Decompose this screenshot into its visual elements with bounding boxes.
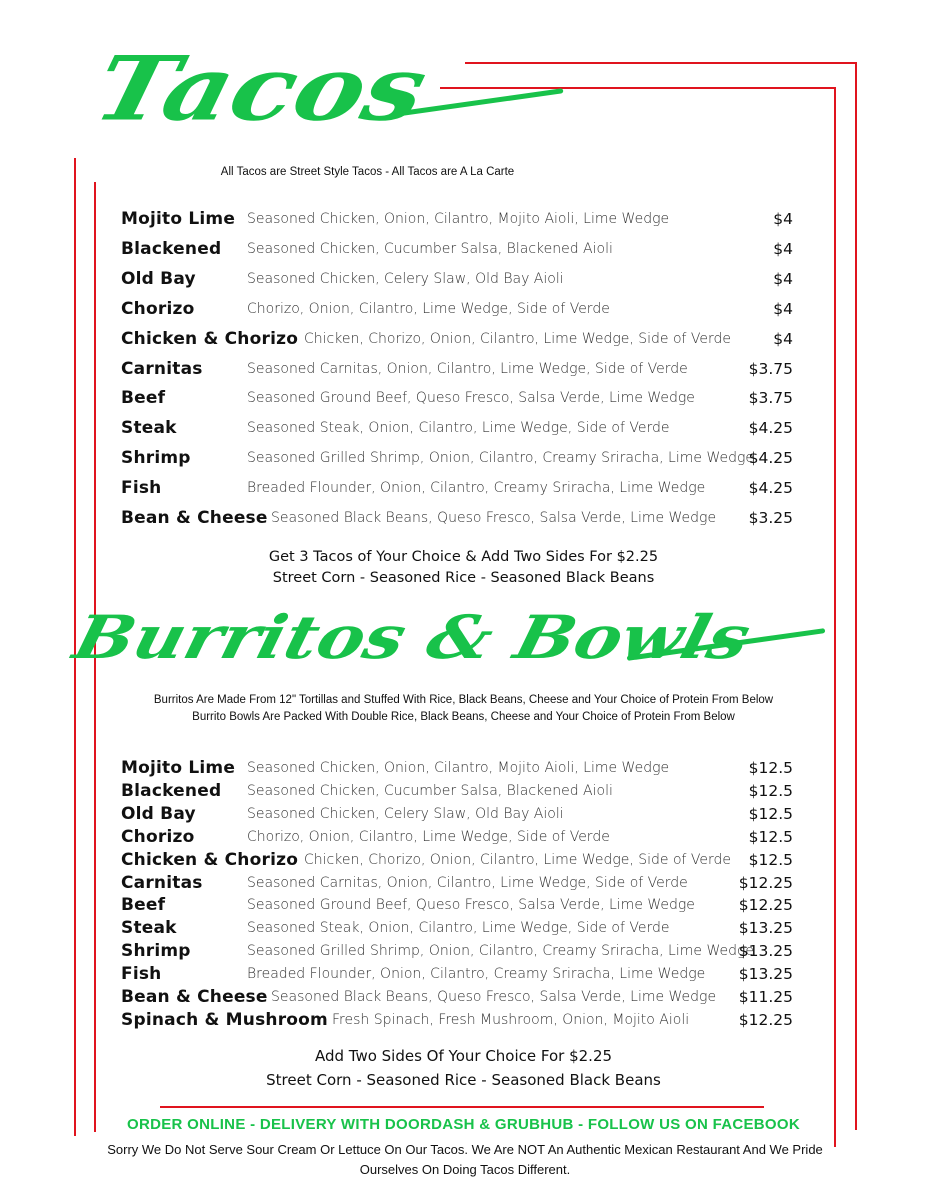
frame-right-outer-line xyxy=(855,62,857,1130)
item-name: Bean & Cheese xyxy=(121,987,268,1007)
item-name: Steak xyxy=(121,418,177,439)
item-name: Shrimp xyxy=(121,448,191,469)
item-price: $13.25 xyxy=(738,965,793,984)
item-name: Steak xyxy=(121,918,177,939)
item-price: $11.25 xyxy=(738,988,793,1006)
menu-row xyxy=(121,781,793,803)
menu-row xyxy=(121,508,793,530)
item-name: Mojito Lime xyxy=(121,209,236,229)
item-price: $4 xyxy=(773,239,793,258)
menu-row xyxy=(121,1010,793,1032)
item-price: $12.5 xyxy=(748,850,793,869)
item-name: Beef xyxy=(121,895,166,916)
item-description: Chorizo, Onion, Cilantro, Lime Wedge, Side of Verde xyxy=(247,828,610,845)
burritos-heading-text: Burritos & Bowls xyxy=(66,602,758,673)
menu-row xyxy=(121,804,793,826)
item-description: Seasoned Steak, Onion, Cilantro, Lime Wedge, Side of Verde xyxy=(247,920,670,937)
frame-right-inner-line xyxy=(834,87,836,1147)
item-price: $4 xyxy=(773,299,793,318)
menu-row xyxy=(121,850,793,872)
burritos-promo-line1: Add Two Sides Of Your Choice For $2.25 xyxy=(314,1047,613,1065)
item-name: Fish xyxy=(121,964,162,985)
item-description: Fresh Spinach, Fresh Mushroom, Onion, Mojito Aioli xyxy=(332,1011,690,1028)
item-name: Mojito Lime xyxy=(121,758,236,778)
item-description: Seasoned Carnitas, Onion, Cilantro, Lime Wedge, Side of Verde xyxy=(247,360,688,377)
menu-row xyxy=(121,269,793,291)
item-name: Chicken & Chorizo xyxy=(121,849,299,870)
item-price: $13.25 xyxy=(738,919,793,938)
item-name: Old Bay xyxy=(121,268,196,289)
menu-row xyxy=(121,359,793,381)
item-name: Chicken & Chorizo xyxy=(121,328,299,349)
tacos-promo-line1: Get 3 Tacos of Your Choice & Add Two Sides For $2.25 xyxy=(268,549,659,565)
item-name: Chorizo xyxy=(121,826,195,847)
menu-row xyxy=(121,941,793,963)
menu-row xyxy=(121,964,793,986)
item-description: Breaded Flounder, Onion, Cilantro, Creamy Sriracha, Lime Wedge xyxy=(247,480,706,497)
item-description: Seasoned Chicken, Onion, Cilantro, Mojito Aioli, Lime Wedge xyxy=(247,211,670,227)
item-price: $4 xyxy=(773,210,793,228)
menu-row xyxy=(121,873,793,895)
frame-top-outer-line xyxy=(465,62,857,64)
item-price: $12.25 xyxy=(738,1010,793,1029)
item-description: Seasoned Black Beans, Queso Fresco, Salsa Verde, Lime Wedge xyxy=(271,510,717,526)
item-description: Seasoned Chicken, Cucumber Salsa, Blackened Aioli xyxy=(247,240,613,257)
menu-row xyxy=(121,987,793,1009)
item-name: Beef xyxy=(121,388,166,409)
menu-row xyxy=(121,758,793,780)
item-description: Seasoned Chicken, Onion, Cilantro, Mojito Aioli, Lime Wedge xyxy=(247,760,670,776)
item-name: Old Bay xyxy=(121,803,196,824)
item-price: $4 xyxy=(773,329,793,348)
menu-row xyxy=(121,329,793,351)
item-price: $13.25 xyxy=(738,942,793,961)
menu-row xyxy=(121,827,793,849)
menu-row xyxy=(121,388,793,410)
frame-top-inner-line xyxy=(440,87,836,89)
menu-row xyxy=(121,209,793,231)
item-description: Seasoned Chicken, Celery Slaw, Old Bay Aioli xyxy=(247,805,564,822)
item-price: $12.5 xyxy=(748,759,793,777)
burritos-menu xyxy=(121,758,793,1033)
tacos-heading xyxy=(84,14,437,144)
item-description: Breaded Flounder, Onion, Cilantro, Creamy Sriracha, Lime Wedge xyxy=(247,966,706,983)
menu-row xyxy=(121,448,793,470)
item-description: Seasoned Chicken, Celery Slaw, Old Bay Aioli xyxy=(247,270,564,287)
order-online-banner: ORDER ONLINE - DELIVERY WITH DOORDASH & GRUBHUB - FOLLOW US ON FACEBOOK xyxy=(127,1116,800,1133)
item-price: $3.75 xyxy=(748,389,793,408)
tacos-subtitle: All Tacos are Street Style Tacos - All Tacos are A La Carte xyxy=(220,166,515,178)
item-price: $4.25 xyxy=(748,419,793,438)
item-description: Seasoned Chicken, Cucumber Salsa, Blackened Aioli xyxy=(247,782,613,799)
item-description: Seasoned Grilled Shrimp, Onion, Cilantro, Creamy Sriracha, Lime Wedge xyxy=(247,450,754,467)
menu-row xyxy=(121,299,793,321)
burritos-heading xyxy=(66,586,758,676)
tacos-menu xyxy=(121,209,793,539)
item-description: Seasoned Carnitas, Onion, Cilantro, Lime Wedge, Side of Verde xyxy=(247,874,688,891)
burritos-subtitle-2: Burrito Bowls Are Packed With Double Rice, Black Beans, Cheese and Your Choice of Protein From Below xyxy=(192,711,735,723)
item-name: Shrimp xyxy=(121,941,191,962)
item-description: Seasoned Ground Beef, Queso Fresco, Salsa Verde, Lime Wedge xyxy=(247,897,695,914)
tacos-heading-text: Tacos xyxy=(84,36,437,141)
burritos-promo-sides: Street Corn - Seasoned Rice - Seasoned Black Beans xyxy=(266,1071,661,1089)
item-price: $4.25 xyxy=(748,479,793,498)
item-description: Seasoned Grilled Shrimp, Onion, Cilantro, Creamy Sriracha, Lime Wedge xyxy=(247,943,754,960)
menu-row xyxy=(121,918,793,940)
disclaimer-note: Sorry We Do Not Serve Sour Cream Or Lettuce On Our Tacos. We Are NOT An Authentic Mexican Restaurant And We Pride Ourselves On Doing Tacos Different. xyxy=(107,1142,823,1177)
item-price: $4 xyxy=(773,269,793,288)
item-price: $4.25 xyxy=(748,449,793,468)
item-price: $12.25 xyxy=(738,873,793,892)
item-price: $12.5 xyxy=(748,781,793,800)
tacos-promo-sides: Street Corn - Seasoned Rice - Seasoned Black Beans xyxy=(272,570,655,586)
burritos-subtitle-1: Burritos Are Made From 12" Tortillas and Stuffed With Rice, Black Beans, Cheese and Your Choice of Protein From Below xyxy=(153,694,774,706)
frame-bottom-line xyxy=(160,1106,764,1108)
menu-row xyxy=(121,418,793,440)
item-name: Blackened xyxy=(121,238,222,259)
item-name: Carnitas xyxy=(121,358,203,379)
item-description: Chicken, Chorizo, Onion, Cilantro, Lime Wedge, Side of Verde xyxy=(304,851,732,868)
menu-row xyxy=(121,895,793,917)
item-description: Seasoned Ground Beef, Queso Fresco, Salsa Verde, Lime Wedge xyxy=(247,390,695,407)
item-price: $3.75 xyxy=(748,359,793,378)
item-name: Chorizo xyxy=(121,298,195,319)
item-name: Bean & Cheese xyxy=(121,508,268,528)
menu-row xyxy=(121,478,793,500)
item-description: Seasoned Black Beans, Queso Fresco, Salsa Verde, Lime Wedge xyxy=(271,989,717,1005)
item-name: Carnitas xyxy=(121,872,203,893)
item-price: $12.25 xyxy=(738,896,793,915)
item-name: Blackened xyxy=(121,780,222,801)
item-name: Spinach & Mushroom xyxy=(121,1009,328,1030)
item-description: Chorizo, Onion, Cilantro, Lime Wedge, Side of Verde xyxy=(247,300,610,317)
item-price: $3.25 xyxy=(748,509,793,527)
item-price: $12.5 xyxy=(748,827,793,846)
item-description: Chicken, Chorizo, Onion, Cilantro, Lime Wedge, Side of Verde xyxy=(304,330,732,347)
menu-row xyxy=(121,239,793,261)
item-description: Seasoned Steak, Onion, Cilantro, Lime Wedge, Side of Verde xyxy=(247,420,670,437)
item-name: Fish xyxy=(121,478,162,499)
item-price: $12.5 xyxy=(748,804,793,823)
